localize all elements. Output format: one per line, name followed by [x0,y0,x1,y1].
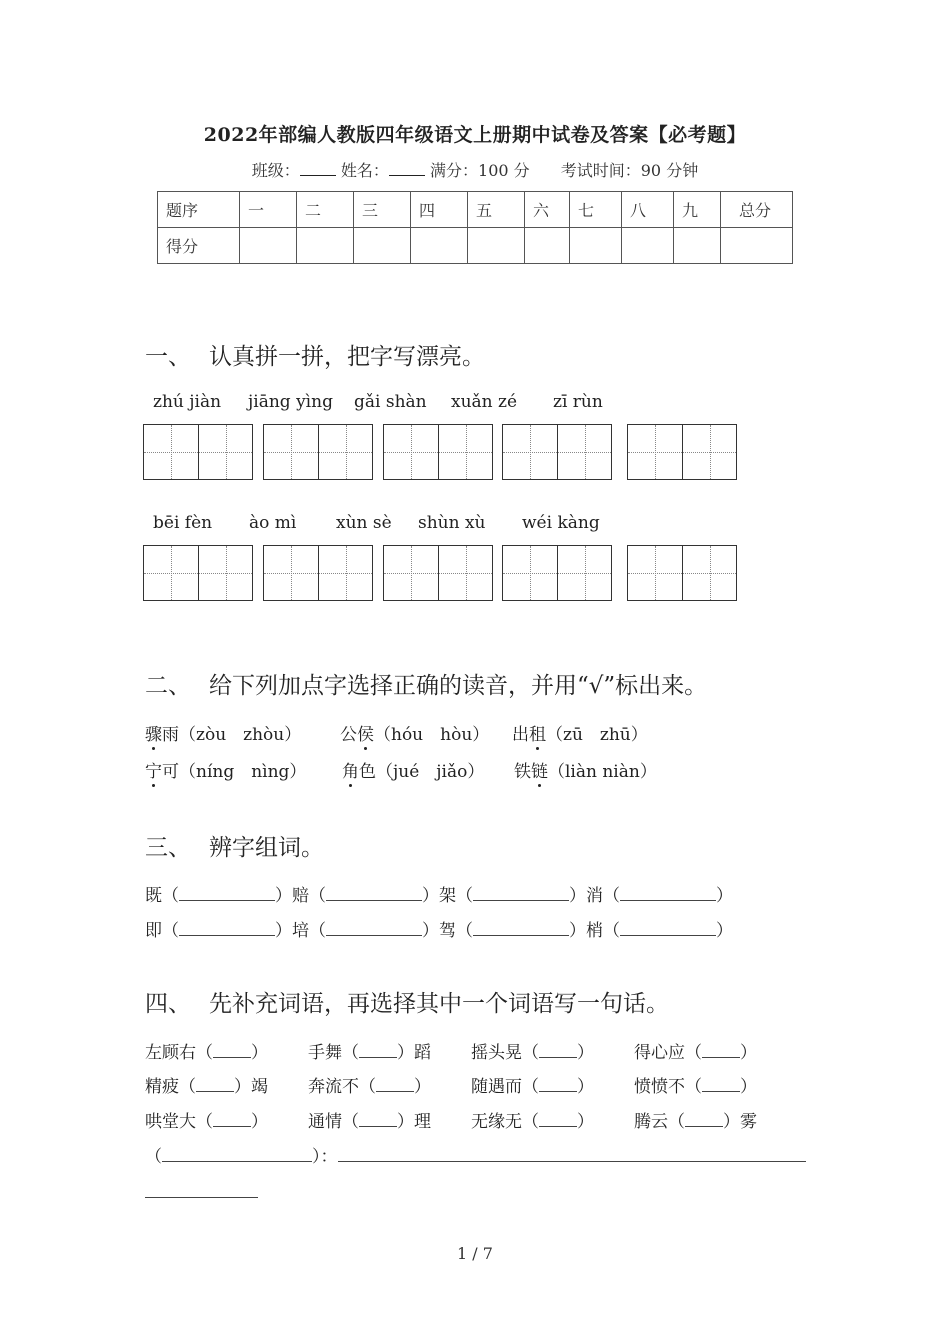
section-2-heading [145,667,707,700]
exam-info [0,158,950,181]
char-text: 梢 [586,921,603,941]
tianzige-box[interactable] [627,424,737,480]
char-text: 公 [340,725,357,745]
idiom-text: 无缘无 [471,1112,522,1132]
sentence-line: （ ）： [145,1142,806,1167]
score-blank[interactable] [411,228,468,264]
char-text: 色 [359,762,376,782]
answer-blank[interactable] [620,885,716,901]
section-number: 二、 [145,673,191,699]
tianzige-box[interactable] [502,424,612,480]
score-blank[interactable] [468,228,525,264]
char-text: 消 [586,886,603,906]
exam-time: 考试时间：90 分钟 [560,161,699,180]
score-cell: 七 [570,192,622,228]
sentence-blank-continued[interactable] [145,1197,258,1198]
section-number: 三、 [145,835,191,861]
score-table [157,191,793,264]
idiom-item: 愤愤不（ ） [634,1077,757,1097]
idiom-text: 理 [414,1112,431,1132]
pinyin: xuǎn zé [451,392,518,412]
pinyin: jiāng yìng [248,392,333,412]
reading-item[interactable] [514,757,657,782]
tianzige-box[interactable] [143,424,253,480]
pinyin-options[interactable]: （liàn niàn） [548,762,657,782]
pinyin: shùn xù [418,513,486,533]
class-label: 班级： [251,161,300,180]
tianzige-box[interactable] [263,424,373,480]
pinyin: zī rùn [553,392,603,412]
dotted-char: 侯 [357,725,374,745]
char-text: 培 [292,921,309,941]
idiom-text: 随遇而 [471,1077,522,1097]
colon: ： [320,1147,338,1167]
tianzige-box[interactable] [383,424,493,480]
word-group-row: 即（ ）培（ ）驾（ ）梢（ ） [145,921,733,941]
idiom-text: 通情 [308,1112,342,1132]
name-label: 姓名： [340,161,389,180]
tianzige-box[interactable] [627,545,737,601]
idiom-text: 蹈 [414,1043,431,1063]
reading-item[interactable] [145,720,301,745]
idiom-text: 哄堂大 [145,1112,196,1132]
reading-item[interactable] [512,720,648,745]
score-cell: 题序 [158,192,240,228]
idiom-item: 腾云（ ）雾 [634,1112,757,1132]
reading-item[interactable] [342,757,484,782]
section-4-heading [145,985,669,1018]
dotted-char: 骤 [145,725,162,745]
score-cell: 四 [411,192,468,228]
pinyin-options[interactable]: （jué jiǎo） [376,762,485,782]
name-blank[interactable] [389,161,425,176]
pinyin: bēi fèn [153,513,213,533]
word-group-row: 既（ ）赔（ ）架（ ）消（ ） [145,886,733,906]
idiom-item: 得心应（ ） [634,1043,757,1063]
idiom-item: 哄堂大（ ） [145,1112,268,1132]
answer-blank[interactable] [539,1111,577,1127]
tianzige-box[interactable] [383,545,493,601]
idiom-text: 奔流不 [308,1077,359,1097]
idiom-text: 愤愤不 [634,1077,685,1097]
char-text: 可 [162,762,179,782]
char-text: 雨 [162,725,179,745]
idiom-item: 无缘无（ ） [471,1112,594,1132]
idiom-text: 竭 [251,1077,268,1097]
char-text: 出 [512,725,529,745]
answer-blank[interactable] [359,1042,397,1058]
idiom-item: 精疲（ ）竭 [145,1077,268,1097]
tianzige-box[interactable] [502,545,612,601]
pinyin: gǎi shàn [354,392,427,412]
score-row-label: 得分 [158,228,240,264]
score-cell: 二 [297,192,354,228]
idiom-item: 左顾右（ ） [145,1043,268,1063]
char-text: 驾 [439,921,456,941]
pinyin-options[interactable]: （zòu zhòu） [179,725,302,745]
score-cell: 八 [622,192,674,228]
idiom-item: 奔流不（ ） [308,1077,431,1097]
pinyin: zhú jiàn [153,392,222,412]
answer-blank[interactable] [326,920,422,936]
tianzige-box[interactable] [143,545,253,601]
char-text: 赔 [292,886,309,906]
answer-blank[interactable] [539,1076,577,1092]
reading-item[interactable] [340,720,489,745]
answer-blank[interactable] [213,1042,251,1058]
section-1-heading [145,338,485,371]
section-number: 一、 [145,344,191,370]
score-table-score-row [158,228,793,264]
score-cell: 一 [240,192,297,228]
idiom-text: 手舞 [308,1043,342,1063]
score-cell: 九 [674,192,721,228]
pinyin-options[interactable]: （zū zhū） [546,725,648,745]
idiom-row [145,1038,797,1063]
score-cell: 总分 [721,192,793,228]
pinyin: wéi kàng [522,513,600,533]
idiom-text: 左顾右 [145,1043,196,1063]
pinyin: ào mì [249,513,297,533]
answer-blank[interactable] [473,920,569,936]
dotted-char: 链 [531,762,548,782]
answer-blank[interactable] [473,885,569,901]
answer-blank[interactable] [179,920,275,936]
answer-blank[interactable] [702,1042,740,1058]
score-blank[interactable] [674,228,721,264]
reading-item[interactable] [145,757,306,782]
answer-blank[interactable] [539,1042,577,1058]
section-title: 给下列加点字选择正确的读音，并用“√”标出来。 [209,673,708,699]
score-blank[interactable] [525,228,570,264]
idiom-text: 精疲 [145,1077,179,1097]
idiom-row [145,1107,797,1132]
score-blank[interactable] [570,228,622,264]
idiom-row [145,1072,797,1097]
page-title: 2022年部编人教版四年级语文上册期中试卷及答案【必考题】 [203,124,747,146]
section-title: 认真拼一拼，把字写漂亮。 [209,344,485,370]
score-blank[interactable] [240,228,297,264]
section-title: 辨字组词。 [209,835,324,861]
score-blank[interactable] [354,228,411,264]
score-cell: 六 [525,192,570,228]
answer-blank[interactable] [196,1076,234,1092]
section-number: 四、 [145,991,191,1017]
dotted-char: 租 [529,725,546,745]
chosen-idiom-blank[interactable] [162,1146,312,1162]
answer-blank[interactable] [179,885,275,901]
pinyin-options[interactable]: （níng nìng） [179,762,307,782]
dotted-char: 角 [342,762,359,782]
idiom-item: 手舞（ ）蹈 [308,1043,431,1063]
score-blank[interactable] [622,228,674,264]
idiom-item: 摇头晃（ ） [471,1043,594,1063]
score-cell: 五 [468,192,525,228]
char-text: 即 [145,921,162,941]
answer-blank[interactable] [685,1111,723,1127]
class-blank[interactable] [300,161,336,176]
tianzige-box[interactable] [263,545,373,601]
idiom-text: 雾 [740,1112,757,1132]
pinyin: xùn sè [336,513,392,533]
idiom-text: 腾云 [634,1112,668,1132]
answer-blank[interactable] [359,1111,397,1127]
idiom-item: 通情（ ）理 [308,1112,431,1132]
answer-blank[interactable] [620,920,716,936]
answer-blank[interactable] [376,1076,414,1092]
answer-blank[interactable] [702,1076,740,1092]
answer-blank[interactable] [326,885,422,901]
pinyin-options[interactable]: （hóu hòu） [374,725,490,745]
score-blank[interactable] [721,228,793,264]
full-score: 满分：100 分 [430,161,530,180]
score-blank[interactable] [297,228,354,264]
char-text: 铁 [514,762,531,782]
idiom-item: 随遇而（ ） [471,1077,594,1097]
idiom-text: 得心应 [634,1043,685,1063]
answer-blank[interactable] [213,1111,251,1127]
sentence-blank[interactable] [338,1146,806,1162]
char-text: 架 [439,886,456,906]
char-text: 既 [145,886,162,906]
section-title: 先补充词语，再选择其中一个词语写一句话。 [209,991,669,1017]
score-cell: 三 [354,192,411,228]
idiom-text: 摇头晃 [471,1043,522,1063]
dotted-char: 宁 [145,762,162,782]
score-table-header-row [158,192,793,228]
page-number: 1 / 7 [457,1244,493,1263]
section-3-heading [145,829,324,862]
